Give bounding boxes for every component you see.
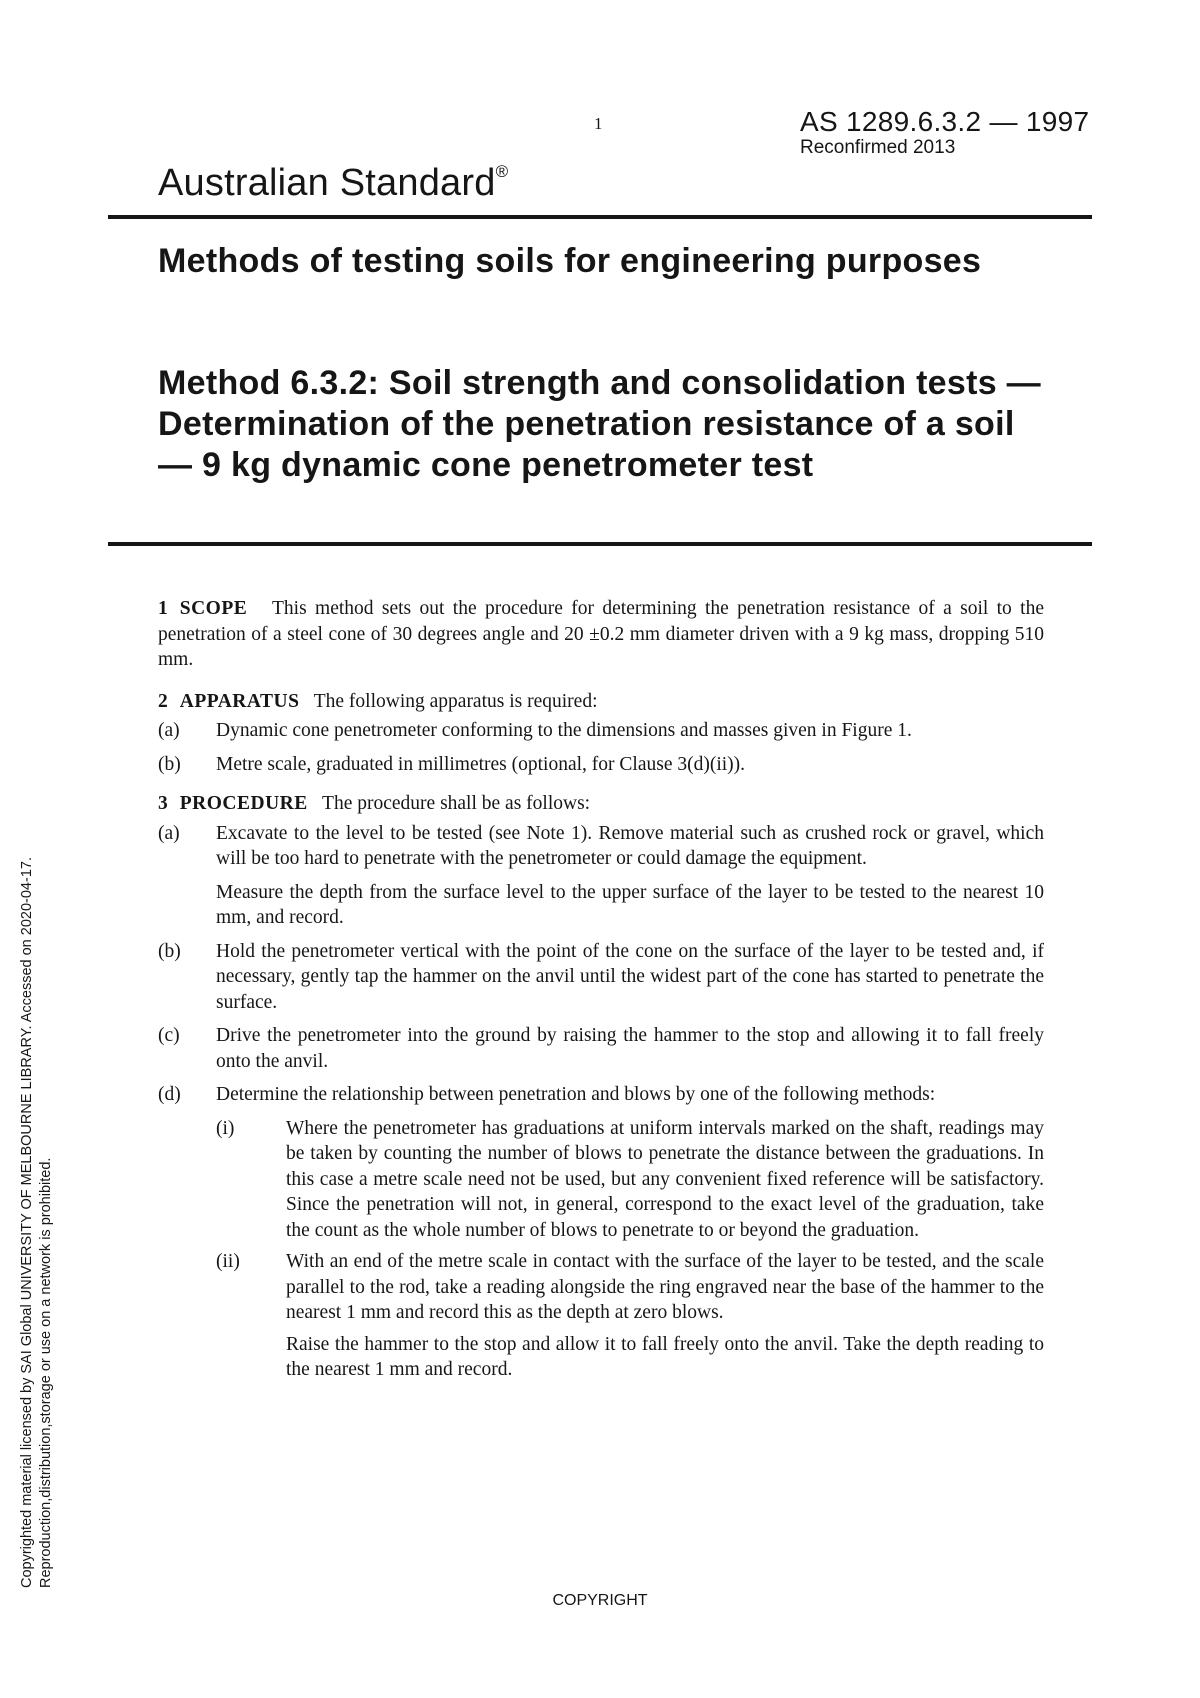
clause-heading: APPARATUS [179, 690, 300, 712]
clause-procedure [158, 791, 1044, 817]
subitem-text: With an end of the metre scale in contact with the surface of the layer to be tested, and the scale parallel to the rod, take a reading alongside the ring engraved near the base of the hammer to the nearest 1 mm and record this as the depth at zero blows. [286, 1251, 1044, 1323]
item-text: Hold the penetrometer vertical with the point of the cone on the surface of the layer to be tested and, if necessary, gently tap the hammer on the anvil until the widest part of the cone has started to penetrate the surface. [216, 940, 1044, 1013]
document-body [158, 596, 1044, 1389]
item-continuation: Measure the depth from the surface level to the upper surface of the layer to be tested to the nearest 10 mm, and record. [216, 881, 1044, 928]
page-number: 1 [594, 114, 603, 133]
subitem-label: (i) [216, 1117, 235, 1139]
method-title: Method 6.3.2: Soil strength and consolidation tests — Determination of the penetration resistance of a soil — 9 kg dynamic cone penetrometer test [158, 364, 1041, 484]
item-label: (b) [158, 940, 181, 962]
brand-text: Australian Standard [158, 162, 496, 204]
item-label: (a) [158, 720, 180, 741]
clause-number: 3 [158, 793, 168, 814]
copyright-license-notice [18, 718, 56, 1588]
license-notice-line1: Copyrighted material licensed by SAI Global UNIVERSITY OF MELBOURNE LIBRARY. Accessed on 2020-04-17. [19, 857, 35, 1588]
clause-heading: SCOPE [179, 598, 248, 619]
sub-list-item [158, 1249, 1044, 1326]
license-notice-line2: Reproduction,distribution,storage or use on a network is prohibited. [38, 1157, 54, 1588]
item-text: Determine the relationship between penetration and blows by one of the following methods: [216, 1084, 936, 1105]
top-rule [108, 215, 1092, 219]
list-item [158, 752, 1044, 778]
item-text: Dynamic cone penetrometer conforming to the dimensions and masses given in Figure 1. [216, 720, 912, 741]
reconfirmed-note: Reconfirmed 2013 [800, 137, 956, 158]
item-label: (c) [158, 1025, 180, 1046]
clause-intro: The procedure shall be as follows: [322, 793, 591, 814]
list-item [158, 1082, 1044, 1108]
item-text: Excavate to the level to be tested (see Note 1). Remove material such as crushed rock or gravel, which will be too hard to penetrate with the penetrometer or could damage the equipment. [216, 822, 1044, 869]
document-title: Methods of testing soils for engineering purposes [158, 242, 982, 280]
item-text: Drive the penetrometer into the ground by raising the hammer to the stop and allowing it to fall freely onto the anvil. [216, 1025, 1044, 1072]
subitem-continuation: Raise the hammer to the stop and allow it to fall freely onto the anvil. Take the depth reading to the nearest 1 mm and record. [286, 1333, 1044, 1380]
item-label: (d) [158, 1084, 181, 1105]
registered-mark: ® [495, 162, 509, 182]
standard-number: AS 1289.6.3.2 — 1997 [800, 106, 1090, 137]
item-label: (b) [158, 753, 181, 775]
clause-text: This method sets out the procedure for determining the penetration resistance of a soil to the penetration of a steel cone of 30 degrees angle and 20 ±0.2 mm diameter driven with a 9 kg mass, dropping 510 mm. [158, 598, 1044, 670]
copyright-footer: COPYRIGHT [552, 1592, 648, 1609]
title-rule [108, 542, 1092, 546]
subitem-label: (ii) [216, 1251, 240, 1272]
clause-intro: The following apparatus is required: [313, 690, 598, 712]
subitem-text: Where the penetrometer has graduations at uniform intervals marked on the shaft, readings may be taken by counting the number of blows to penetrate the distance between the graduations. In this case a metre scale need not be used, but any convenient fixed reference will be satisfactory. Since the penetration will not, in general, correspond to the exact level of the graduation, take the count as the whole number of blows to penetrate to or beyond the graduation. [286, 1117, 1044, 1241]
list-item [158, 1023, 1044, 1074]
clause-heading: PROCEDURE [179, 793, 308, 814]
standard-brand [158, 162, 508, 205]
clause-scope [158, 596, 1044, 673]
clause-number: 1 [158, 598, 168, 619]
list-item [158, 718, 1044, 744]
item-label: (a) [158, 822, 180, 844]
item-text: Metre scale, graduated in millimetres (optional, for Clause 3(d)(ii)). [216, 753, 746, 775]
list-item [158, 939, 1044, 1016]
list-item [158, 821, 1044, 872]
clause-number: 2 [158, 690, 168, 712]
clause-apparatus [158, 689, 1044, 715]
sub-list-item [158, 1116, 1044, 1244]
